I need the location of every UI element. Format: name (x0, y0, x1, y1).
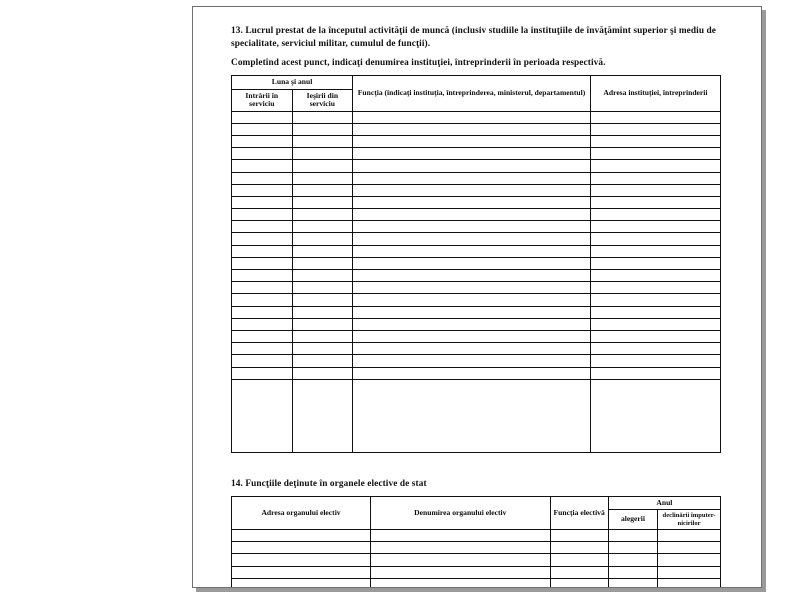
cell-entry[interactable] (232, 135, 293, 147)
cell-exit[interactable] (292, 135, 353, 147)
cell-entry[interactable] (232, 367, 293, 379)
cell-entry[interactable] (232, 209, 293, 221)
cell-exit[interactable] (292, 148, 353, 160)
table-row[interactable] (232, 257, 721, 269)
table-row[interactable] (232, 209, 721, 221)
cell-entry[interactable] (232, 184, 293, 196)
cell-entry[interactable] (232, 221, 293, 233)
cell-year-end[interactable] (658, 578, 721, 588)
cell-exit[interactable] (292, 294, 353, 306)
table-row[interactable] (232, 566, 721, 578)
cell-address[interactable] (590, 111, 720, 123)
table-row[interactable] (232, 282, 721, 294)
cell-entry[interactable] (232, 233, 293, 245)
table-row[interactable] (232, 196, 721, 208)
cell-function[interactable] (353, 172, 591, 184)
cell-function[interactable] (353, 245, 591, 257)
cell-exit[interactable] (292, 172, 353, 184)
cell-address[interactable] (590, 306, 720, 318)
cell-entry[interactable] (232, 318, 293, 330)
cell-exit[interactable] (292, 343, 353, 355)
cell-year-election[interactable] (608, 566, 657, 578)
cell-entry[interactable] (232, 148, 293, 160)
table-row[interactable] (232, 221, 721, 233)
cell-function[interactable] (353, 184, 591, 196)
table-row[interactable] (232, 245, 721, 257)
cell-elective-address[interactable] (232, 566, 371, 578)
table-row[interactable] (232, 123, 721, 135)
cell-entry[interactable] (232, 160, 293, 172)
cell-entry[interactable] (232, 343, 293, 355)
cell-address[interactable] (590, 245, 720, 257)
cell-elective-function[interactable] (550, 529, 608, 541)
cell-entry[interactable] (232, 111, 293, 123)
section-14 (231, 479, 721, 588)
table-row-tall[interactable] (232, 379, 721, 452)
cell-entry[interactable] (232, 196, 293, 208)
cell-function[interactable] (353, 282, 591, 294)
section-13-title: 13. Lucrul prestat de la începutul activităţii de muncă (inclusiv studiile la instituţiile de învăţămînt superior şi mediu de specialitate, serviciul militar, cumulul de funcţii). (231, 26, 717, 49)
cell-elective-address[interactable] (232, 542, 371, 554)
table-row[interactable] (232, 184, 721, 196)
table-row[interactable] (232, 233, 721, 245)
section-14-table (231, 496, 721, 588)
cell-address[interactable] (590, 123, 720, 135)
cell-function[interactable] (353, 233, 591, 245)
cell-address[interactable] (590, 330, 720, 342)
cell-exit[interactable] (292, 184, 353, 196)
table-row[interactable] (232, 111, 721, 123)
cell-exit[interactable] (292, 379, 353, 452)
cell-exit[interactable] (292, 111, 353, 123)
table-row[interactable] (232, 135, 721, 147)
cell-exit[interactable] (292, 245, 353, 257)
cell-year-election[interactable] (608, 578, 657, 588)
header-address: Adresa instituţiei, întreprinderii (590, 76, 720, 112)
document-page (192, 6, 762, 588)
table-row[interactable] (232, 542, 721, 554)
cell-year-end[interactable] (658, 542, 721, 554)
cell-function[interactable] (353, 111, 591, 123)
cell-address[interactable] (590, 355, 720, 367)
cell-entry[interactable] (232, 270, 293, 282)
cell-function[interactable] (353, 318, 591, 330)
cell-address[interactable] (590, 367, 720, 379)
cell-year-end[interactable] (658, 566, 721, 578)
table-row[interactable] (232, 306, 721, 318)
section-14-title: 14. Funcţiile deţinute în organele elective de stat (231, 478, 427, 489)
cell-year-election[interactable] (608, 542, 657, 554)
cell-entry[interactable] (232, 257, 293, 269)
cell-function[interactable] (353, 148, 591, 160)
table-row[interactable] (232, 330, 721, 342)
cell-elective-function[interactable] (550, 566, 608, 578)
cell-exit[interactable] (292, 355, 353, 367)
cell-exit[interactable] (292, 233, 353, 245)
cell-address[interactable] (590, 135, 720, 147)
cell-function[interactable] (353, 379, 591, 452)
cell-address[interactable] (590, 196, 720, 208)
cell-entry[interactable] (232, 123, 293, 135)
cell-address[interactable] (590, 221, 720, 233)
cell-year-end[interactable] (658, 554, 721, 566)
cell-elective-function[interactable] (550, 578, 608, 588)
cell-address[interactable] (590, 172, 720, 184)
cell-address[interactable] (590, 209, 720, 221)
table-row[interactable] (232, 355, 721, 367)
cell-exit[interactable] (292, 282, 353, 294)
table-row[interactable] (232, 148, 721, 160)
cell-exit[interactable] (292, 221, 353, 233)
cell-function[interactable] (353, 209, 591, 221)
table-row[interactable] (232, 160, 721, 172)
header-function: Funcţia (indicaţi instituţia, întreprinderea, ministerul, departamentul) (353, 76, 591, 112)
cell-exit[interactable] (292, 306, 353, 318)
cell-function[interactable] (353, 355, 591, 367)
cell-entry[interactable] (232, 245, 293, 257)
cell-exit[interactable] (292, 123, 353, 135)
table-row[interactable] (232, 270, 721, 282)
cell-elective-name[interactable] (371, 578, 550, 588)
header-year-group: Anul (608, 496, 720, 510)
cell-elective-function[interactable] (550, 554, 608, 566)
cell-elective-address[interactable] (232, 529, 371, 541)
table-row[interactable] (232, 294, 721, 306)
cell-entry[interactable] (232, 172, 293, 184)
cell-address[interactable] (590, 270, 720, 282)
header-entry-date: Intrării în serviciu (232, 89, 293, 111)
cell-function[interactable] (353, 270, 591, 282)
section-13-table (231, 75, 721, 453)
cell-function[interactable] (353, 221, 591, 233)
cell-exit[interactable] (292, 270, 353, 282)
cell-function[interactable] (353, 160, 591, 172)
header-year-end: declinării împuter- nicirilor (658, 510, 721, 530)
cell-year-end[interactable] (658, 529, 721, 541)
cell-elective-function[interactable] (550, 542, 608, 554)
table-row[interactable] (232, 578, 721, 588)
cell-entry[interactable] (232, 282, 293, 294)
cell-year-election[interactable] (608, 554, 657, 566)
cell-exit[interactable] (292, 330, 353, 342)
cell-elective-address[interactable] (232, 554, 371, 566)
cell-function[interactable] (353, 330, 591, 342)
table-row[interactable] (232, 318, 721, 330)
cell-exit[interactable] (292, 318, 353, 330)
document-content (231, 25, 721, 588)
table-row[interactable] (232, 367, 721, 379)
table-row[interactable] (232, 554, 721, 566)
table-row[interactable] (232, 529, 721, 541)
cell-elective-name[interactable] (371, 554, 550, 566)
cell-entry[interactable] (232, 355, 293, 367)
cell-elective-name[interactable] (371, 529, 550, 541)
cell-function[interactable] (353, 343, 591, 355)
cell-entry[interactable] (232, 294, 293, 306)
header-elective-name: Denumirea organului electiv (371, 496, 550, 529)
cell-exit[interactable] (292, 209, 353, 221)
cell-function[interactable] (353, 257, 591, 269)
cell-address[interactable] (590, 160, 720, 172)
header-exit-date: Ieşirii din serviciu (292, 89, 353, 111)
cell-address[interactable] (590, 379, 720, 452)
cell-function[interactable] (353, 135, 591, 147)
cell-elective-name[interactable] (371, 542, 550, 554)
cell-exit[interactable] (292, 196, 353, 208)
section-13-subtitle: Completînd acest punct, indicaţi denumirea instituţiei, întreprinderii în perioada respectivă. (231, 58, 606, 69)
cell-address[interactable] (590, 257, 720, 269)
cell-exit[interactable] (292, 367, 353, 379)
cell-exit[interactable] (292, 257, 353, 269)
cell-function[interactable] (353, 196, 591, 208)
cell-year-election[interactable] (608, 529, 657, 541)
cell-entry[interactable] (232, 330, 293, 342)
header-month-year: Luna şi anul (232, 76, 353, 90)
cell-elective-address[interactable] (232, 578, 371, 588)
header-elective-address: Adresa organului electiv (232, 496, 371, 529)
cell-address[interactable] (590, 343, 720, 355)
cell-entry[interactable] (232, 379, 293, 452)
cell-address[interactable] (590, 233, 720, 245)
table-row[interactable] (232, 343, 721, 355)
cell-address[interactable] (590, 318, 720, 330)
cell-address[interactable] (590, 294, 720, 306)
cell-function[interactable] (353, 123, 591, 135)
header-elective-function: Funcţia electivă (550, 496, 608, 529)
cell-function[interactable] (353, 306, 591, 318)
cell-entry[interactable] (232, 306, 293, 318)
cell-address[interactable] (590, 148, 720, 160)
header-year-election: alegerii (608, 510, 657, 530)
table-header-row (232, 76, 721, 90)
cell-elective-name[interactable] (371, 566, 550, 578)
table-row[interactable] (232, 172, 721, 184)
cell-exit[interactable] (292, 160, 353, 172)
cell-address[interactable] (590, 184, 720, 196)
cell-function[interactable] (353, 294, 591, 306)
table-header-row (232, 496, 721, 510)
cell-address[interactable] (590, 282, 720, 294)
cell-function[interactable] (353, 367, 591, 379)
